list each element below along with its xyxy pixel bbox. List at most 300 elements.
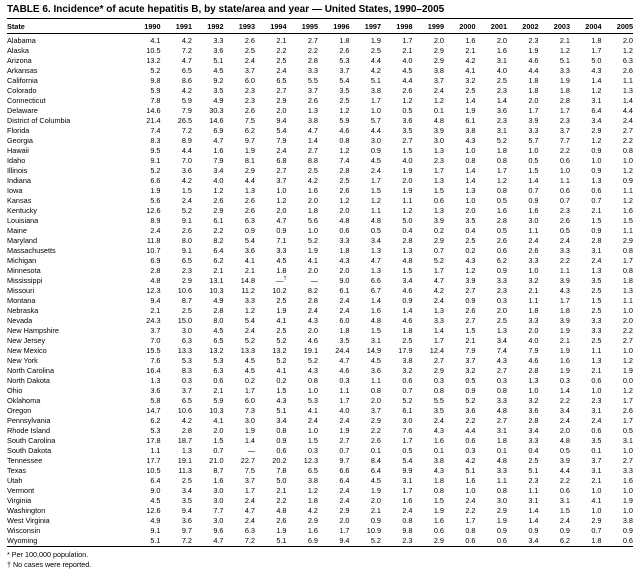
value-cell: 8.7	[213, 466, 224, 475]
value-cell: 9.4	[150, 296, 161, 305]
state-cell: Washington	[7, 506, 46, 515]
value-cell: 20.2	[272, 456, 287, 465]
value-cell: 2.5	[276, 326, 287, 335]
value-cell: 9.4	[339, 536, 350, 545]
value-cell: 17.7	[146, 456, 161, 465]
value-cell: 3.2	[528, 276, 539, 285]
value-cell: 5.8	[150, 396, 161, 405]
value-cell: 7.9	[465, 346, 476, 355]
value-cell: 3.2	[465, 366, 476, 375]
state-cell: Alaska	[7, 46, 29, 55]
value-cell: 0.6	[433, 196, 444, 205]
value-cell: 2.4	[339, 306, 350, 315]
value-cell: 1.0	[591, 506, 602, 515]
table-row	[7, 466, 633, 476]
value-cell: 2.8	[213, 306, 224, 315]
value-cell: 1.0	[591, 486, 602, 495]
value-cell: 4.4	[244, 176, 255, 185]
value-cell: 2.2	[465, 506, 476, 515]
value-cell: 0.9	[622, 526, 633, 535]
value-cell: 1.7	[244, 486, 255, 495]
value-cell: 3.6	[465, 406, 476, 415]
value-cell: 6.9	[213, 126, 224, 135]
value-cell: 1.5	[433, 496, 444, 505]
value-cell: 5.9	[339, 116, 350, 125]
value-cell: 17.9	[398, 346, 413, 355]
value-cell: 4.2	[181, 176, 192, 185]
value-cell: 2.2	[276, 496, 287, 505]
value-cell: 2.6	[370, 436, 381, 445]
value-cell: 1.3	[496, 326, 507, 335]
value-cell: 0.0	[622, 376, 633, 385]
value-cell: 1.1	[528, 226, 539, 235]
value-cell: 2.5	[370, 46, 381, 55]
value-cell: 4.9	[213, 96, 224, 105]
value-cell: 1.6	[496, 46, 507, 55]
value-cell: 4.3	[433, 466, 444, 475]
value-cell: 3.1	[622, 436, 633, 445]
value-cell: 0.5	[559, 446, 570, 455]
value-cell: 2.4	[339, 496, 350, 505]
value-cell: 22.7	[240, 456, 255, 465]
value-cell: 2.4	[433, 296, 444, 305]
value-cell: 1.8	[339, 326, 350, 335]
value-cell: 3.7	[244, 476, 255, 485]
value-cell: 3.1	[559, 496, 570, 505]
value-cell: 2.6	[622, 406, 633, 415]
value-cell: 4.6	[339, 366, 350, 375]
value-cell: 4.5	[150, 496, 161, 505]
value-cell: 7.7	[559, 136, 570, 145]
value-cell: 0.8	[622, 266, 633, 275]
value-cell: 4.1	[213, 416, 224, 425]
value-cell: 3.5	[433, 406, 444, 415]
value-cell: 3.1	[591, 246, 602, 255]
value-cell: 2.0	[622, 36, 633, 45]
value-cell: 3.1	[591, 466, 602, 475]
value-cell: 0.6	[496, 536, 507, 545]
value-cell: 2.9	[307, 516, 318, 525]
value-cell: 3.4	[496, 336, 507, 345]
value-cell: 13.1	[209, 276, 224, 285]
value-cell: 2.1	[276, 486, 287, 495]
table-row	[7, 476, 633, 486]
state-cell: Iowa	[7, 186, 23, 195]
table-row	[7, 96, 633, 106]
value-cell: 1.9	[402, 166, 413, 175]
value-cell: 2.8	[307, 296, 318, 305]
value-cell: 6.2	[213, 256, 224, 265]
value-cell: 7.5	[244, 466, 255, 475]
value-cell: 6.1	[213, 216, 224, 225]
state-cell: Delaware	[7, 106, 38, 115]
value-cell: 2.1	[150, 306, 161, 315]
value-cell: 0.9	[591, 146, 602, 155]
value-cell: 5.2	[150, 166, 161, 175]
state-cell: South Dakota	[7, 446, 52, 455]
value-cell: 0.6	[559, 186, 570, 195]
value-cell: 30.3	[209, 106, 224, 115]
table-row	[7, 326, 633, 336]
value-cell: 2.4	[339, 416, 350, 425]
state-cell: Wisconsin	[7, 526, 41, 535]
value-cell: 1.6	[559, 356, 570, 365]
value-cell: 24.4	[335, 346, 350, 355]
value-cell: 2.4	[276, 146, 287, 155]
value-cell: 2.1	[465, 46, 476, 55]
value-cell: 2.9	[496, 506, 507, 515]
value-cell: 0.5	[402, 106, 413, 115]
value-cell: 0.7	[591, 526, 602, 535]
value-cell: 7.3	[244, 406, 255, 415]
state-cell: Missouri	[7, 286, 35, 295]
value-cell: 26.5	[177, 116, 192, 125]
value-cell: 2.6	[402, 86, 413, 95]
value-cell: 5.0	[402, 216, 413, 225]
value-cell: 1.4	[559, 386, 570, 395]
value-cell: 9.9	[402, 466, 413, 475]
value-cell: 3.7	[181, 386, 192, 395]
value-cell: 8.4	[370, 456, 381, 465]
value-cell: 4.8	[433, 116, 444, 125]
value-cell: 1.8	[528, 76, 539, 85]
state-cell: Wyoming	[7, 536, 38, 545]
value-cell: 1.3	[433, 206, 444, 215]
value-cell: 1.1	[622, 226, 633, 235]
value-cell: 4.6	[307, 336, 318, 345]
value-cell: 3.9	[465, 276, 476, 285]
value-cell: 2.9	[370, 416, 381, 425]
value-cell: 14.6	[209, 116, 224, 125]
value-cell: 4.1	[307, 406, 318, 415]
value-cell: 2.4	[307, 306, 318, 315]
value-cell: 5.4	[402, 456, 413, 465]
value-cell: 2.1	[465, 336, 476, 345]
value-cell: 3.7	[276, 176, 287, 185]
value-cell: 0.9	[465, 296, 476, 305]
value-cell: 3.7	[559, 126, 570, 135]
value-cell: 1.8	[402, 326, 413, 335]
value-cell: 5.2	[465, 396, 476, 405]
value-cell: 0.3	[339, 376, 350, 385]
value-cell: 6.8	[276, 156, 287, 165]
value-cell: 1.7	[496, 166, 507, 175]
value-cell: 1.9	[559, 326, 570, 335]
value-cell: 4.7	[307, 126, 318, 135]
value-cell: 0.8	[496, 156, 507, 165]
value-cell: 12.3	[146, 286, 161, 295]
value-cell: 1.8	[496, 436, 507, 445]
value-cell: 3.3	[244, 296, 255, 305]
value-cell: 5.2	[276, 356, 287, 365]
value-cell: 1.4	[528, 506, 539, 515]
column-header-year: 2005	[602, 19, 634, 34]
value-cell: 0.4	[402, 226, 413, 235]
value-cell: 14.6	[146, 106, 161, 115]
value-cell: 13.2	[272, 346, 287, 355]
value-cell: 4.4	[402, 76, 413, 85]
state-cell: Utah	[7, 476, 23, 485]
state-cell: Maine	[7, 226, 27, 235]
value-cell: 1.1	[622, 296, 633, 305]
state-cell: West Virginia	[7, 516, 50, 525]
value-cell: 1.3	[370, 246, 381, 255]
table-row	[7, 386, 633, 396]
value-cell: 4.7	[433, 276, 444, 285]
value-cell: 1.0	[465, 486, 476, 495]
value-cell: 21.0	[209, 456, 224, 465]
table-row	[7, 366, 633, 376]
value-cell: 1.0	[528, 146, 539, 155]
value-cell: 14.8	[240, 276, 255, 285]
value-cell: 4.2	[181, 86, 192, 95]
value-cell: 2.6	[496, 236, 507, 245]
column-header-year: 1998	[381, 19, 413, 34]
value-cell: 3.2	[465, 76, 476, 85]
value-cell: 2.4	[559, 516, 570, 525]
value-cell: 4.1	[465, 66, 476, 75]
value-cell: 2.0	[528, 96, 539, 105]
value-cell: 2.6	[181, 226, 192, 235]
value-cell: 2.9	[433, 536, 444, 545]
value-cell: 6.5	[307, 466, 318, 475]
value-cell: 1.1	[528, 486, 539, 495]
value-cell: 1.4	[496, 96, 507, 105]
value-cell: 1.5	[181, 186, 192, 195]
table-row	[7, 486, 633, 496]
value-cell: 5.1	[276, 536, 287, 545]
value-cell: 1.2	[307, 486, 318, 495]
value-cell: 0.2	[465, 246, 476, 255]
value-cell: 3.3	[276, 246, 287, 255]
state-cell: Pennsylvania	[7, 416, 51, 425]
value-cell: 2.9	[591, 126, 602, 135]
column-header-year: 1995	[287, 19, 319, 34]
value-cell: 6.3	[244, 526, 255, 535]
value-cell: 1.0	[622, 346, 633, 355]
value-cell: 7.2	[181, 536, 192, 545]
value-cell: 4.3	[465, 136, 476, 145]
value-cell: 4.1	[591, 496, 602, 505]
value-cell: 1.8	[496, 146, 507, 155]
value-cell: 2.1	[370, 506, 381, 515]
value-cell: 0.5	[528, 156, 539, 165]
value-cell: 0.9	[591, 226, 602, 235]
state-cell: Georgia	[7, 136, 33, 145]
value-cell: 4.2	[433, 286, 444, 295]
value-cell: 8.7	[181, 296, 192, 305]
value-cell: 1.1	[622, 76, 633, 85]
value-cell: 2.0	[307, 196, 318, 205]
table-row	[7, 136, 633, 146]
value-cell: 3.7	[150, 326, 161, 335]
value-cell: 5.3	[181, 356, 192, 365]
value-cell: 3.9	[433, 126, 444, 135]
value-cell: 1.2	[339, 196, 350, 205]
value-cell: 1.7	[559, 106, 570, 115]
table-row	[7, 246, 633, 256]
column-header-year: 1993	[224, 19, 256, 34]
value-cell: 1.9	[244, 426, 255, 435]
value-cell: 3.8	[402, 356, 413, 365]
incidence-table	[7, 19, 633, 547]
value-cell: 3.5	[465, 216, 476, 225]
value-cell: 4.5	[370, 356, 381, 365]
value-cell: 2.2	[213, 226, 224, 235]
value-cell: 4.4	[181, 146, 192, 155]
value-cell: 3.1	[496, 126, 507, 135]
value-cell: 4.8	[496, 456, 507, 465]
value-cell: 1.2	[496, 176, 507, 185]
value-cell: 1.7	[559, 296, 570, 305]
value-cell: 1.5	[433, 186, 444, 195]
value-cell: 1.4	[528, 516, 539, 525]
value-cell: 3.3	[213, 36, 224, 45]
value-cell: 4.3	[559, 286, 570, 295]
value-cell: 1.4	[528, 176, 539, 185]
value-cell: 3.4	[559, 406, 570, 415]
value-cell: 2.0	[622, 316, 633, 325]
table-row	[7, 216, 633, 226]
table-row	[7, 186, 633, 196]
value-cell: 0.5	[496, 196, 507, 205]
column-header-state: State	[7, 19, 129, 34]
value-cell: 1.8	[559, 306, 570, 315]
value-cell: 9.1	[150, 156, 161, 165]
value-cell: 7.6	[150, 356, 161, 365]
value-cell: 1.6	[402, 496, 413, 505]
value-cell: 1.9	[370, 36, 381, 45]
value-cell: 6.4	[591, 106, 602, 115]
value-cell: 3.0	[213, 486, 224, 495]
value-cell: 1.4	[307, 136, 318, 145]
column-header-year: 2003	[539, 19, 571, 34]
value-cell: 2.7	[622, 336, 633, 345]
value-cell: 4.0	[213, 176, 224, 185]
value-cell: 1.3	[465, 186, 476, 195]
value-cell: 5.1	[150, 536, 161, 545]
value-cell: 4.5	[213, 66, 224, 75]
value-cell: 3.9	[559, 456, 570, 465]
value-cell: 1.9	[370, 486, 381, 495]
value-cell: 4.3	[433, 426, 444, 435]
table-row	[7, 86, 633, 96]
value-cell: 2.2	[276, 46, 287, 55]
value-cell: 1.4	[244, 436, 255, 445]
value-cell: 1.8	[622, 276, 633, 285]
value-cell: 1.3	[307, 106, 318, 115]
value-cell: 1.6	[213, 146, 224, 155]
table-row	[7, 346, 633, 356]
value-cell: 0.8	[433, 386, 444, 395]
value-cell: 0.2	[276, 376, 287, 385]
value-cell: 15.0	[177, 316, 192, 325]
value-cell: 4.7	[370, 256, 381, 265]
value-cell: 5.4	[244, 316, 255, 325]
value-cell: 4.8	[370, 216, 381, 225]
value-cell: 1.7	[402, 436, 413, 445]
value-cell: 4.2	[370, 66, 381, 75]
value-cell: 3.4	[528, 426, 539, 435]
value-cell: 2.0	[496, 306, 507, 315]
value-cell: 1.1	[559, 266, 570, 275]
value-cell: 7.4	[496, 346, 507, 355]
value-cell: —†	[276, 276, 287, 285]
value-cell: 2.7	[402, 136, 413, 145]
value-cell: 2.8	[339, 166, 350, 175]
value-cell: 2.9	[433, 366, 444, 375]
value-cell: 4.6	[402, 286, 413, 295]
value-cell: 5.0	[276, 476, 287, 485]
value-cell: 2.1	[276, 36, 287, 45]
value-cell: 3.7	[370, 406, 381, 415]
value-cell: 2.5	[244, 46, 255, 55]
value-cell: 2.2	[307, 46, 318, 55]
value-cell: 2.7	[496, 366, 507, 375]
value-cell: —	[247, 446, 255, 455]
value-cell: 0.5	[559, 226, 570, 235]
value-cell: 3.6	[528, 406, 539, 415]
value-cell: 4.0	[402, 56, 413, 65]
value-cell: 3.0	[181, 326, 192, 335]
value-cell: 4.5	[370, 476, 381, 485]
value-cell: 2.4	[433, 86, 444, 95]
value-cell: 2.0	[465, 206, 476, 215]
table-row	[7, 536, 633, 547]
value-cell: 4.7	[181, 56, 192, 65]
column-header-year: 2001	[476, 19, 508, 34]
value-cell: 2.9	[622, 236, 633, 245]
value-cell: —	[310, 276, 318, 285]
value-cell: 3.3	[528, 316, 539, 325]
value-cell: 1.1	[591, 346, 602, 355]
value-cell: 4.6	[528, 56, 539, 65]
value-cell: 3.5	[591, 436, 602, 445]
state-cell: Montana	[7, 296, 36, 305]
table-row	[7, 66, 633, 76]
value-cell: 1.5	[370, 186, 381, 195]
value-cell: 9.0	[150, 486, 161, 495]
value-cell: 10.9	[366, 526, 381, 535]
value-cell: 3.7	[307, 86, 318, 95]
value-cell: 1.2	[622, 386, 633, 395]
value-cell: 13.2	[146, 56, 161, 65]
footnote-no-cases: † No cases were reported.	[7, 559, 92, 569]
table-row	[7, 296, 633, 306]
value-cell: 3.3	[496, 396, 507, 405]
value-cell: 7.9	[528, 346, 539, 355]
value-cell: 1.1	[496, 476, 507, 485]
state-cell: Indiana	[7, 176, 31, 185]
value-cell: 5.2	[370, 536, 381, 545]
value-cell: 0.9	[622, 176, 633, 185]
value-cell: 2.2	[622, 136, 633, 145]
table-row	[7, 46, 633, 56]
value-cell: 0.9	[465, 386, 476, 395]
value-cell: 1.6	[433, 516, 444, 525]
value-cell: 2.5	[339, 96, 350, 105]
value-cell: 3.4	[402, 276, 413, 285]
value-cell: 1.5	[213, 436, 224, 445]
table-row	[7, 526, 633, 536]
value-cell: 1.4	[465, 176, 476, 185]
value-cell: 1.7	[244, 386, 255, 395]
value-cell: 1.3	[591, 356, 602, 365]
value-cell: 6.6	[370, 276, 381, 285]
value-cell: 1.2	[402, 206, 413, 215]
value-cell: 1.8	[276, 266, 287, 275]
value-cell: 1.1	[370, 376, 381, 385]
